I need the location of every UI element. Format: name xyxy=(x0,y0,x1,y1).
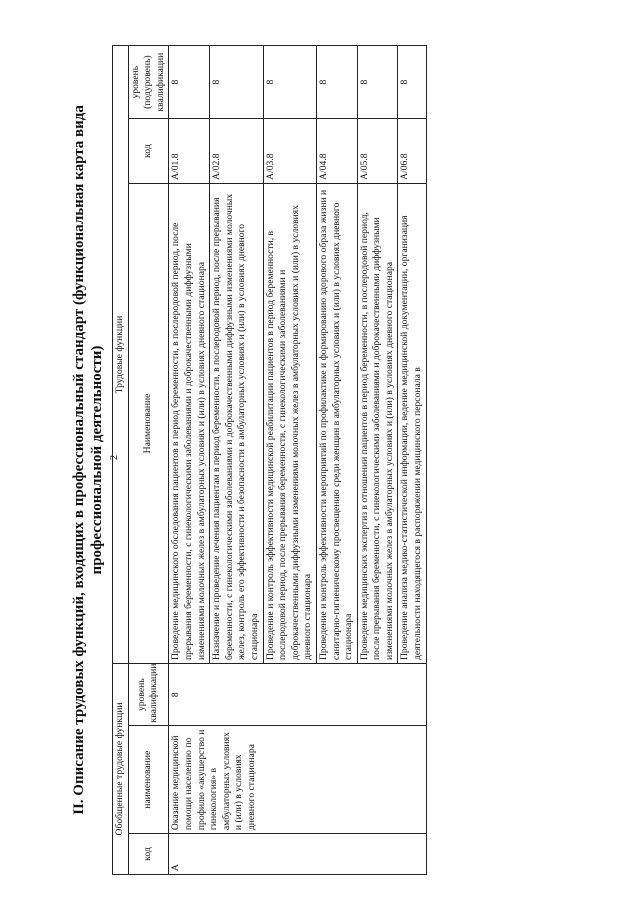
function-code: A/06.8 xyxy=(398,119,426,184)
heading-line-2: профессиональной деятельности) xyxy=(89,345,105,575)
col-header-function-level: уровень (подуровень) квалификации xyxy=(128,46,169,119)
function-name: Проведение и контроль эффективности мероприятий по профилактике и формированию здорового образа жизни и санитарно-гигиеническому просвещению среди женщин в амбулаторных условиях и (или) в условиях дневного стационара xyxy=(316,183,357,663)
generalized-functions-header: Обобщенные трудовые функции xyxy=(113,664,129,875)
col-header-function-code: код xyxy=(128,119,169,184)
column-header-row xyxy=(128,46,169,875)
page-number: 2 xyxy=(109,455,120,460)
generalized-name: Оказание медицинской помощи населению по профилю «акушерство и гинекология» в амбулаторных условиях и (или) в условиях дневного стационара xyxy=(169,726,426,834)
function-name: Проведение и контроль эффективности медицинской реабилитации пациентов в период беременности, в послеродовой период, после прерывания беременности, с гинекологическими заболеваниями и доброкачественными диффузными изменениями молочных желез в амбулаторных условиях и (или) в условиях дневного стационара xyxy=(263,183,316,663)
function-level: 8 xyxy=(357,46,398,119)
col-header-level: уровень квалификации xyxy=(128,664,169,726)
function-code: A/05.8 xyxy=(357,119,398,184)
section-heading xyxy=(70,45,106,875)
function-code: A/01.8 xyxy=(169,119,210,184)
function-name: Проведение медицинского обследования пациентов в период беременности, в послеродовой период, после прерывания беременности, с гинекологическими заболеваниями и доброкачественными диффузными изменениями молочных желез в амбулаторных условиях и (или) в условиях дневного стационара xyxy=(169,183,210,663)
col-header-function-name: Наименование xyxy=(128,183,169,663)
group-header-row xyxy=(113,46,129,875)
function-code: A/02.8 xyxy=(210,119,263,184)
function-level: 8 xyxy=(169,46,210,119)
function-name: Назначение и проведение лечения пациентам в период беременности, в послеродовой период, после прерывания беременности, с гинекологическими заболеваниями и доброкачественными диффузными изменениями молочных желез, контроль его эффективности и безопасности в амбулаторных условиях и (или) в условиях дневного стационара xyxy=(210,183,263,663)
generalized-level: 8 xyxy=(169,664,426,726)
function-level: 8 xyxy=(210,46,263,119)
functional-map-table xyxy=(112,45,427,875)
function-code: A/04.8 xyxy=(316,119,357,184)
labor-functions-header: Трудовые функции xyxy=(113,46,129,664)
col-header-code: код xyxy=(128,834,169,875)
function-level: 8 xyxy=(398,46,426,119)
function-level: 8 xyxy=(263,46,316,119)
col-header-name: наименование xyxy=(128,726,169,834)
table-row xyxy=(169,46,210,875)
rotated-page-content xyxy=(50,45,640,875)
function-name: Проведение анализа медико-статистической информации, ведение медицинской документации, организация деятельности находящегося в распоряжении медицинского персонала в xyxy=(398,183,426,663)
heading-line-1: II. Описание трудовых функций, входящих в профессиональный стандарт (функциональная карта вида xyxy=(71,105,87,815)
generalized-code: А xyxy=(169,834,426,875)
function-name: Проведение медицинских экспертиз в отношении пациентов в период беременности, в послеродовой период, после прерывания беременности, с гинекологическими заболеваниями и доброкачественными диффузными изменениями молочных желез в амбулаторных условиях и (или) в условиях дневного стационара xyxy=(357,183,398,663)
function-code: A/03.8 xyxy=(263,119,316,184)
function-level: 8 xyxy=(316,46,357,119)
